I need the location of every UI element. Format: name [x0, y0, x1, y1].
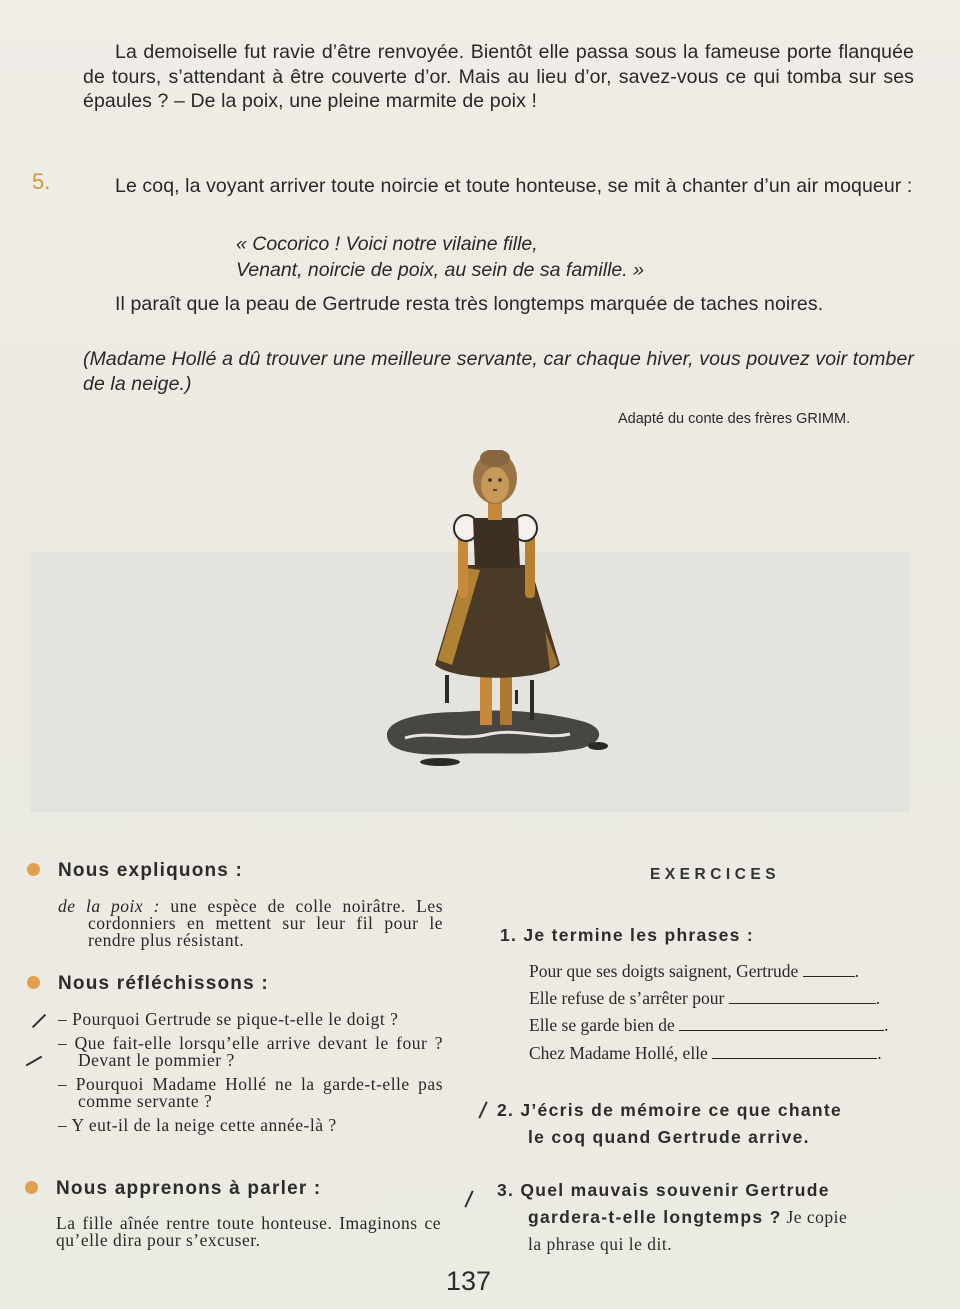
- fill-sentence-3: Elle se garde bien de .: [529, 1015, 889, 1035]
- fill-sentence-2: Elle refuse de s’arrêter pour .: [529, 988, 881, 1008]
- exercise-3-heading: 3. Quel mauvais souvenir Gertrude gardera-t-elle longtemps ? Je copie la phrase qui le dit.: [497, 1180, 848, 1254]
- pencil-check-mark: [26, 1056, 43, 1067]
- fill-sentence-1: Pour que ses doigts saignent, Gertrude .: [529, 961, 860, 981]
- definition-block: [58, 898, 443, 949]
- question-4: – Y eut-il de la neige cette année-là ?: [58, 1115, 337, 1135]
- answer-blank-1[interactable]: [803, 962, 855, 977]
- verse-line-1: « Cocorico ! Voici notre vilaine fille,: [236, 233, 538, 255]
- verse-line-2: Venant, noircie de poix, au sein de sa famille. »: [236, 259, 644, 281]
- exercise-2-heading: 2. J’écris de mémoire ce que chante le coq quand Gertrude arrive.: [497, 1100, 843, 1147]
- pencil-check-mark: [464, 1190, 473, 1207]
- speaking-prompt: La fille aînée rentre toute honteuse. Imaginons ce qu’elle dira pour s’excuser.: [56, 1213, 441, 1250]
- heading-nous-expliquons: Nous expliquons :: [58, 860, 244, 881]
- page-number: 137: [446, 1266, 492, 1296]
- exercise-1-heading: 1. Je termine les phrases :: [500, 925, 754, 945]
- section-number: 5.: [32, 169, 51, 194]
- pencil-check-mark: [32, 1014, 46, 1028]
- pencil-check-mark: [478, 1101, 487, 1118]
- heading-nous-apprenons-a-parler: Nous apprenons à parler :: [56, 1178, 322, 1199]
- reflection-questions: [58, 1011, 443, 1141]
- question-2: – Que fait-elle lorsqu’elle arrive devant le four ? Devant le pommier ?: [58, 1033, 443, 1070]
- answer-blank-4[interactable]: [712, 1044, 877, 1059]
- girl-illustration: [370, 450, 620, 770]
- story-paragraph-4: (Madame Hollé a dû trouver une meilleure servante, car chaque hiver, vous pouvez voir tomber de la neige.): [83, 348, 914, 395]
- story-paragraph-2: Le coq, la voyant arriver toute noircie et toute honteuse, se mit à chanter d’un air moqueur :: [115, 175, 913, 197]
- exercises-title: EXERCICES: [650, 866, 781, 883]
- fill-sentence-4: Chez Madame Hollé, elle .: [529, 1043, 882, 1063]
- bullet-speak: [25, 1181, 38, 1194]
- question-1: – Pourquoi Gertrude se pique-t-elle le doigt ?: [58, 1009, 399, 1029]
- definition-term: de la poix :: [58, 896, 160, 916]
- answer-blank-2[interactable]: [729, 989, 876, 1004]
- heading-nous-reflechissons: Nous réfléchissons :: [58, 973, 269, 994]
- bullet-reflect: [27, 976, 40, 989]
- source-credit: Adapté du conte des frères GRIMM.: [618, 411, 851, 427]
- story-paragraph-3: Il paraît que la peau de Gertrude resta très longtemps marquée de taches noires.: [115, 293, 824, 315]
- story-paragraph-1: La demoiselle fut ravie d’être renvoyée. Bientôt elle passa sous la fameuse porte flanquée de tours, s’attendant à être couverte d’or. Mais au lieu d’or, savez-vous ce qui tomba sur ses épaules ? – De la poix, une pleine marmite de poix !: [83, 41, 914, 112]
- definition-text: une espèce de colle noirâtre. Les cordonniers en mettent sur leur fil pour le rendre plus résistant.: [88, 896, 444, 950]
- bullet-explain: [27, 863, 40, 876]
- rooster-verse: [236, 231, 644, 283]
- question-3: – Pourquoi Madame Hollé ne la garde-t-elle pas comme servante ?: [58, 1074, 443, 1111]
- answer-blank-3[interactable]: [679, 1016, 884, 1031]
